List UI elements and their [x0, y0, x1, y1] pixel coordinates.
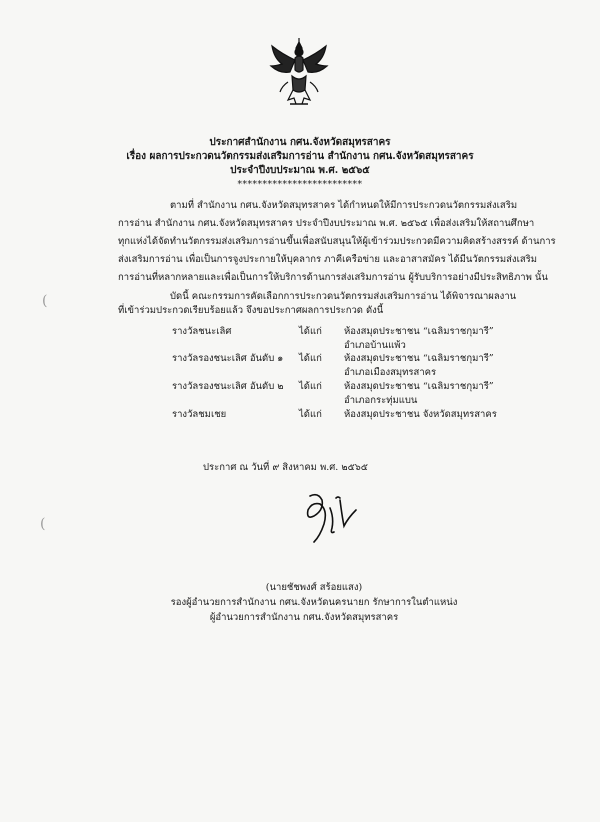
paragraph-line: ตามที่ สำนักงาน กศน.จังหวัดสมุทรสาคร ได้กำหนดให้มีการประกวดนวัตกรรมส่งเสริม	[170, 200, 518, 211]
award-district: อำเภอกระทุ่มแบน	[344, 395, 418, 406]
paragraph-line: การอ่านที่หลากหลายและเพื่อเป็นการให้บริการด้านการส่งเสริมการอ่าน ผู้รับบริการอย่างมีประสิทธิภาพ นั้น	[118, 272, 548, 283]
award-row	[172, 408, 532, 438]
award-row	[172, 325, 532, 355]
award-row	[172, 352, 532, 382]
award-district: อำเภอบ้านแพ้ว	[344, 340, 406, 351]
announcement-title: ประกาศสำนักงาน กศน.จังหวัดสมุทรสาคร	[209, 137, 391, 148]
paragraph-line: ทุกแห่งได้จัดทำนวัตกรรมส่งเสริมการอ่านขึ้นเพื่อสนับสนุนให้ผู้เข้าร่วมประกวดมีความคิดสร้างสรรค์ ด้านการ	[118, 236, 556, 247]
award-name: รางวัลรองชนะเลิศ อันดับ ๑	[172, 353, 284, 364]
margin-mark: (	[40, 516, 46, 532]
fiscal-year: ประจำปีงบประมาณ พ.ศ. ๒๕๖๕	[230, 165, 370, 176]
separator-line: *************************	[237, 180, 363, 190]
announcement-subject: เรื่อง ผลการประกวดนวัตกรรมส่งเสริมการอ่าน สำนักงาน กศน.จังหวัดสมุทรสาคร	[126, 151, 474, 162]
award-name: รางวัลชนะเลิศ	[172, 326, 232, 337]
handwritten-signature	[300, 488, 366, 546]
signer-name: (นายชัชพงศ์ สร้อยแสง)	[265, 582, 363, 593]
paragraph-line: บัดนี้ คณะกรรมการคัดเลือกการประกวดนวัตกรรมส่งเสริมการอ่าน ได้พิจารณาผลงาน	[170, 291, 517, 302]
announce-date: ประกาศ ณ วันที่ ๙ สิงหาคม พ.ศ. ๒๕๖๕	[203, 462, 368, 473]
award-row	[172, 380, 532, 410]
award-to-label: ได้แก่	[299, 326, 322, 337]
award-name: รางวัลรองชนะเลิศ อันดับ ๒	[172, 381, 284, 392]
signer-position: รองผู้อำนวยการสำนักงาน กศน.จังหวัดนครนายก รักษาการในตำแหน่ง	[170, 597, 458, 608]
award-district: อำเภอเมืองสมุทรสาคร	[344, 367, 437, 378]
award-to-label: ได้แก่	[299, 409, 322, 420]
paragraph-line: ที่เข้าร่วมประกวดเรียบร้อยแล้ว จึงขอประกาศผลการประกวด ดังนี้	[118, 305, 384, 316]
award-library: ห้องสมุดประชาชน “เฉลิมราชกุมารี”	[344, 381, 494, 392]
signer-acting-position: ผู้อำนวยการสำนักงาน กศน.จังหวัดสมุทรสาคร	[209, 612, 399, 623]
award-library: ห้องสมุดประชาชน “เฉลิมราชกุมารี”	[344, 326, 494, 337]
award-to-label: ได้แก่	[299, 381, 322, 392]
award-library: ห้องสมุดประชาชน “เฉลิมราชกุมารี”	[344, 353, 494, 364]
margin-mark: (	[42, 293, 48, 309]
garuda-emblem-icon	[268, 36, 330, 108]
award-library: ห้องสมุดประชาชน จังหวัดสมุทรสาคร	[344, 409, 497, 420]
award-to-label: ได้แก่	[299, 353, 322, 364]
paragraph-line: การอ่าน สำนักงาน กศน.จังหวัดสมุทรสาคร ประจำปีงบประมาณ พ.ศ. ๒๕๖๕ เพื่อส่งเสริมให้สถานศึกษา	[118, 218, 535, 229]
paragraph-line: ส่งเสริมการอ่าน เพื่อเป็นการจูงประกายให้บุคลากร ภาคีเครือข่าย และอาสาสมัคร ได้มีนวัตกรรมส่งเสริม	[118, 254, 537, 265]
award-name: รางวัลชมเชย	[172, 409, 227, 420]
